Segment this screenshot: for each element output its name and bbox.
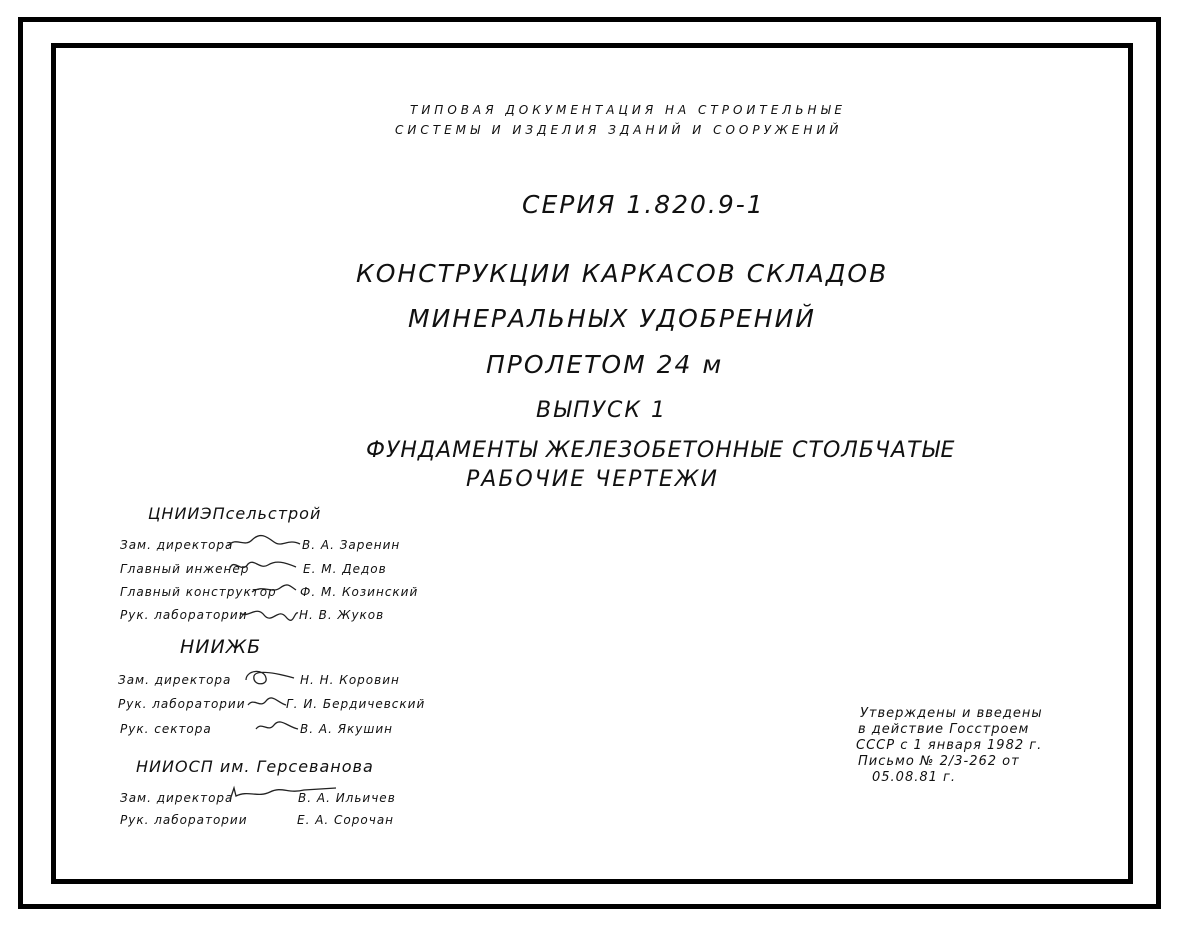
role-label: Зам. директора	[120, 791, 234, 805]
header-line-1: ТИПОВАЯ ДОКУМЕНТАЦИЯ НА СТРОИТЕЛЬНЫЕ	[410, 103, 846, 117]
signature-icon	[238, 603, 300, 623]
approval-line-5: 05.08.81 г.	[872, 770, 956, 785]
series-number: СЕРИЯ 1.820.9-1	[522, 190, 765, 219]
issue-label: ВЫПУСК 1	[536, 398, 668, 423]
person-name: В. А. Ильичев	[298, 791, 396, 805]
role-label: Главный конструктор	[120, 585, 277, 599]
person-name: Н. Н. Коровин	[300, 673, 400, 687]
person-name: Г. И. Бердичевский	[286, 697, 426, 711]
org-name-niiosp: НИИОСП им. Герсеванова	[136, 757, 374, 776]
signature-icon	[226, 556, 300, 576]
role-label: Зам. директора	[120, 538, 234, 552]
signature-icon	[254, 717, 300, 737]
person-name: Н. В. Жуков	[299, 608, 385, 622]
signature-icon	[250, 580, 298, 598]
role-label: Зам. директора	[118, 673, 232, 687]
role-label: Рук. лаборатории	[120, 608, 248, 622]
title-line-2: МИНЕРАЛЬНЫХ УДОБРЕНИЙ	[408, 304, 816, 333]
subtitle-line-2: РАБОЧИЕ ЧЕРТЕЖИ	[466, 467, 719, 492]
org-name-niizhb: НИИЖБ	[180, 636, 262, 658]
approval-line-3: СССР с 1 января 1982 г.	[856, 738, 1043, 753]
approval-line-1: Утверждены и введены	[860, 706, 1043, 721]
role-label: Рук. лаборатории	[120, 813, 248, 827]
header-line-2: СИСТЕМЫ И ИЗДЕЛИЯ ЗДАНИЙ И СООРУЖЕНИЙ	[395, 123, 843, 137]
role-label: Рук. лаборатории	[118, 697, 246, 711]
subtitle-line-1: ФУНДАМЕНТЫ ЖЕЛЕЗОБЕТОННЫЕ СТОЛБЧАТЫЕ	[366, 438, 956, 463]
signature-icon	[242, 666, 298, 690]
person-name: Ф. М. Козинский	[300, 585, 419, 599]
person-name: В. А. Заренин	[302, 538, 401, 552]
approval-line-4: Письмо № 2/3-262 от	[858, 754, 1020, 769]
role-label: Главный инженер	[120, 562, 250, 576]
role-label: Рук. сектора	[120, 722, 212, 736]
signature-icon	[246, 693, 288, 713]
person-name: В. А. Якушин	[300, 722, 394, 736]
title-line-1: КОНСТРУКЦИИ КАРКАСОВ СКЛАДОВ	[356, 259, 889, 288]
signature-icon	[228, 784, 338, 804]
person-name: Е. А. Сорочан	[297, 813, 395, 827]
person-name: Е. М. Дедов	[303, 562, 387, 576]
approval-line-2: в действие Госстроем	[858, 722, 1030, 737]
signature-icon	[226, 532, 302, 552]
org-name-cniiep: ЦНИИЭПсельстрой	[148, 504, 322, 523]
title-line-3: ПРОЛЕТОМ 24 м	[486, 350, 724, 379]
